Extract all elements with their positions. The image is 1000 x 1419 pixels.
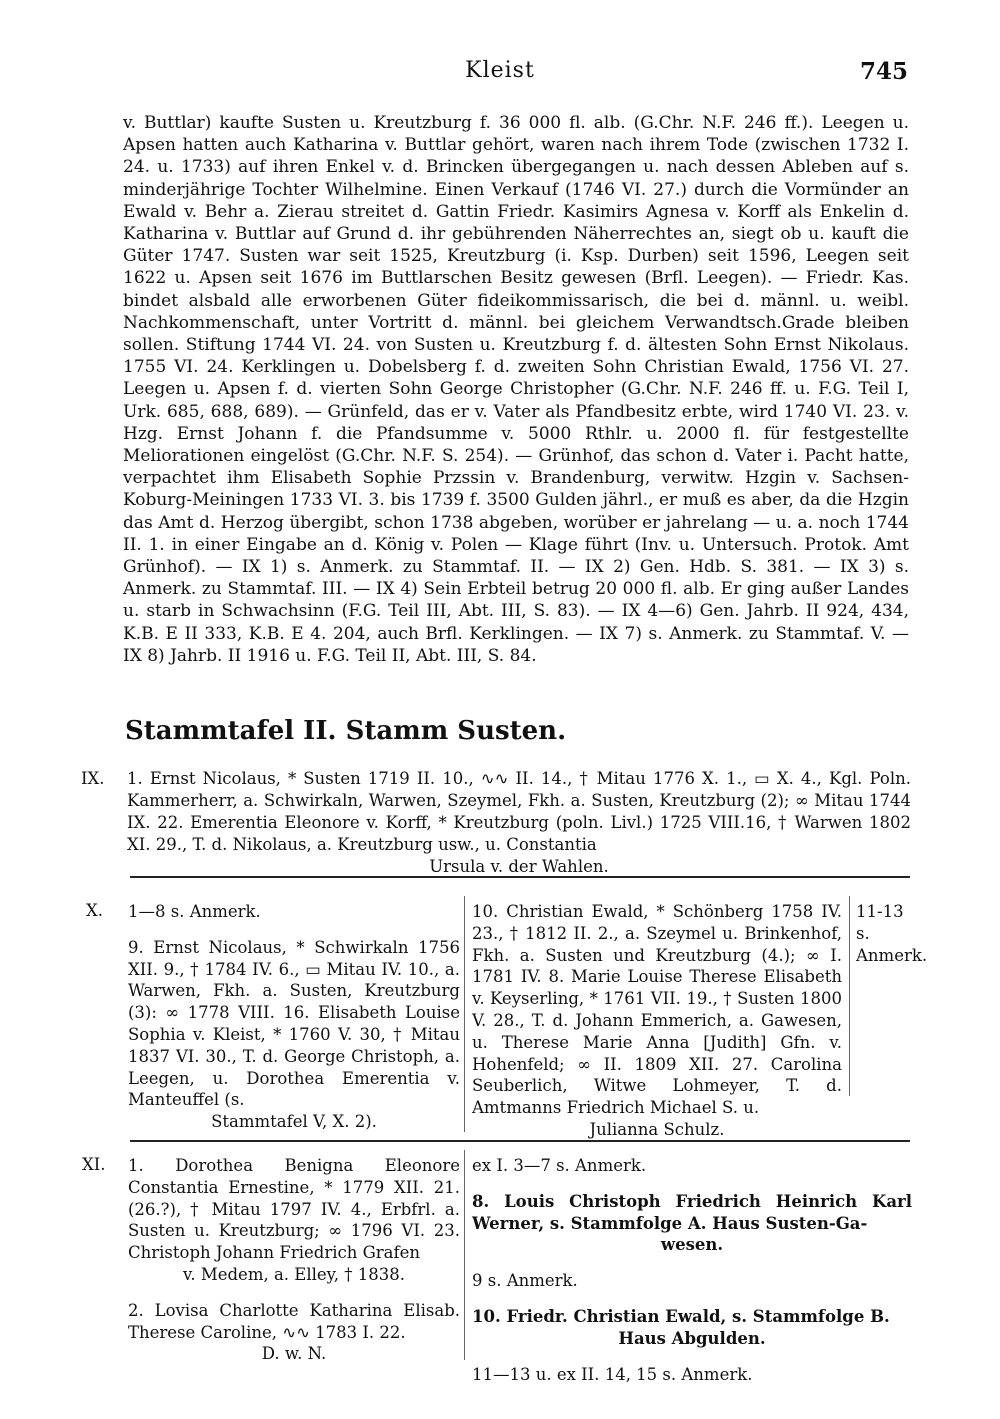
generation-x-left-column — [128, 901, 460, 1133]
column-separator — [464, 1150, 465, 1360]
generation-ix — [81, 768, 911, 878]
generation-ix-entry-end: Ursula v. der Wahlen. — [429, 857, 609, 876]
generation-xi-right-column — [472, 1155, 912, 1385]
generation-ix-entry: 1. Ernst Nicolaus, * Susten 1719 II. 10., ∿∿ II. 14., † Mitau 1776 X. 1., ▭ X. 4., Kgl. Poln. Kammerherr, a. Schwirkaln, Warwen, Szeymel, Fkh. a. Susten, Kreutzburg (2); ∞ Mitau 1744 IX. 22. Emerentia Eleonore v. Korff, * Kreutzburg (poln. Livl.) 1725 VIII.16, † Warwen 1802 XI. 29., T. d. Nikolaus, a. Kreutzburg usw., u. Constantia — [127, 769, 911, 854]
page-number: 745 — [859, 58, 908, 85]
generation-x-right-note: 11-13 s. Anmerk. — [856, 902, 928, 965]
generation-xi-right-note-1: ex I. 3—7 s. Anmerk. — [472, 1156, 647, 1175]
divider-rule — [130, 876, 910, 878]
generation-xi-entry-2: 2. Lovisa Charlotte Katharina Elisab. Therese Caroline, ∿∿ 1783 I. 22. — [128, 1300, 460, 1342]
generation-xi-entry-10: 10. Friedr. Christian Ewald, s. Stammfolge B. — [472, 1306, 890, 1326]
column-separator — [849, 896, 850, 1096]
generation-x-left-note: 1—8 s. Anmerk. — [128, 902, 261, 921]
divider-rule — [130, 1140, 910, 1142]
generation-x-entry-9-end: Stammtafel V, X. 2). — [211, 1112, 377, 1132]
generation-ix-label: IX. — [81, 769, 105, 788]
generation-xi-right-note-2: 9 s. Anmerk. — [472, 1271, 578, 1291]
running-title: Kleist — [465, 58, 535, 83]
generation-xi-entry-2-end: D. w. N. — [261, 1344, 327, 1364]
generation-xi-right-note-3: 11—13 u. ex II. 14, 15 s. Anmerk. — [472, 1364, 753, 1384]
generation-x-entry-10-end: Julianna Schulz. — [589, 1119, 725, 1139]
generation-x-entry-10: 10. Christian Ewald, * Schönberg 1758 IV. 23., † 1812 II. 2., a. Szeymel u. Brinkenhof, Fkh. a. Susten und Kreutzburg (4.); ∞ I. 1781 IV. 8. Marie Louise Therese Elisabeth v. Keyserling, * 1761 VII. 19., † Susten 1800 V. 28., T. d. Johann Emmerich, a. Gawesen, u. Therese Marie Anna [Judith] Gfn. v. Hohenfeld; ∞ II. 1809 XII. 27. Carolina Seuberlich, Witwe Lohmeyer, T. d. Amtmanns Friedrich Michael S. u. — [472, 902, 842, 1118]
generation-xi-entry-1-end: v. Medem, a. Elley, † 1838. — [182, 1264, 406, 1284]
generation-xi-left-column — [128, 1155, 460, 1365]
generation-xi-entry-1: 1. Dorothea Benigna Eleonore Constantia Ernestine, * 1779 XII. 21. (26.?), † Mitau 1797 IV. 4., Erbfrl. a. Susten u. Kreutzburg; ∞ 1796 VI. 23. Christoph Johann Friedrich Grafen — [128, 1156, 460, 1263]
generation-x-middle-column — [472, 901, 842, 1141]
generation-x-entry-9: 9. Ernst Nicolaus, * Schwirkaln 1756 XII. 9., † 1784 IV. 6., ▭ Mitau IV. 10., a. Warwen, Fkh. a. Susten, Kreutzburg (3): ∞ 1778 VIII. 16. Elisabeth Louise Sophia v. Kleist, * 1760 V. 30, † Mitau 1837 VI. 30., T. d. George Christoph, a. Leegen, u. Dorothea Emerentia v. Manteuffel (s. — [128, 937, 460, 1110]
generation-xi-entry-8-end: wesen. — [660, 1235, 724, 1255]
intro-paragraph: v. Buttlar) kaufte Susten u. Kreutzburg f. 36 000 fl. alb. (G.Chr. N.F. 246 ff.). Leegen u. Apsen hatten auch Katharina v. Buttlar gehört, waren nach ihrem Tode (zwischen 1732 I. 24. u. 1733) auf ihren Enkel v. d. Brincken übergegangen u. nach dessen Ableben auf s. minderjährige Tochter Wilhelmine. Einen Verkauf (1746 VI. 27.) durch die Vormünder an Ewald v. Behr a. Zierau streitet d. Gattin Friedr. Kasimirs Agnesa v. Korff als Enkelin d. Katharina v. Buttlar auf Grund d. ihr gebührenden Näherrechtes an, siegt ob u. kauft die Güter 1747. Susten war seit 1525, Kreutzburg (i. Ksp. Durben) seit 1596, Leegen seit 1622 u. Apsen seit 1676 im Buttlarschen Besitz gewesen (Brfl. Leegen). — Friedr. Kas. bindet alsbald alle erworbenen Güter fideikommissarisch, die bei d. männl. u. weibl. Nachkommenschaft, unter Vortritt d. männl. bei gleichem Verwandtsch.Grade bleiben sollen. Stiftung 1744 VI. 24. von Susten u. Kreutzburg f. d. ältesten Sohn Ernst Nikolaus. 1755 VI. 24. Kerklingen u. Dobelsberg f. d. zweiten Sohn Christian Ewald, 1756 VI. 27. Leegen u. Apsen f. d. vierten Sohn George Christopher (G.Chr. N.F. 246 ff. u. F.G. Teil I, Urk. 685, 688, 689). — Grünfeld, das er v. Vater als Pfandbesitz erbte, wird 1740 VI. 23. v. Hzg. Ernst Johann f. die Pfandsumme v. 5000 Rthlr. u. 2000 fl. für festgestellte Meliorationen eingelöst (G.Chr. N.F. S. 254). — Grünhof, das schon d. Vater i. Pacht hatte, verpachtet ihm Elisabeth Sophie Przssin v. Brandenburg, verwitw. Hzgin v. Sachsen-Koburg-Meiningen 1733 VI. 3. bis 1739 f. 3500 Gulden jährl., er muß es aber, da die Hzgin das Amt d. Herzog übergibt, schon 1738 abgeben, worüber er jahrelang — u. a. noch 1744 II. 1. in einer Eingabe an d. König v. Polen — Klage führt (Inv. u. Untersuch. Protok. Amt Grünhof). — IX 1) s. Anmerk. zu Stammtaf. II. — IX 2) Gen. Hdb. S. 381. — IX 3) s. Anmerk. zu Stammtaf. III. — IX 4) Sein Erbteil betrug 20 000 fl. alb. Er ging außer Landes u. starb in Schwachsinn (F.G. Teil III, Abt. III, S. 83). — IX 4—6) Gen. Jahrb. II 924, 434, K.B. E II 333, K.B. E 4. 204, auch Brfl. Kerklingen. — IX 7) s. Anmerk. zu Stammtaf. V. — IX 8) Jahrb. II 1916 u. F.G. Teil II, Abt. III, S. 84. — [123, 113, 909, 666]
generation-xi-entry-10-end: Haus Abgulden. — [618, 1328, 766, 1348]
section-heading: Stammtafel II. Stamm Susten. — [125, 716, 567, 746]
column-separator — [464, 896, 465, 1132]
generation-x-label: X. — [86, 901, 103, 920]
generation-xi-label: XI. — [82, 1155, 106, 1174]
generation-xi-entry-8: 8. Louis Christoph Friedrich Heinrich Karl Werner, s. Stammfolge A. Haus Susten-Ga- — [472, 1191, 912, 1233]
